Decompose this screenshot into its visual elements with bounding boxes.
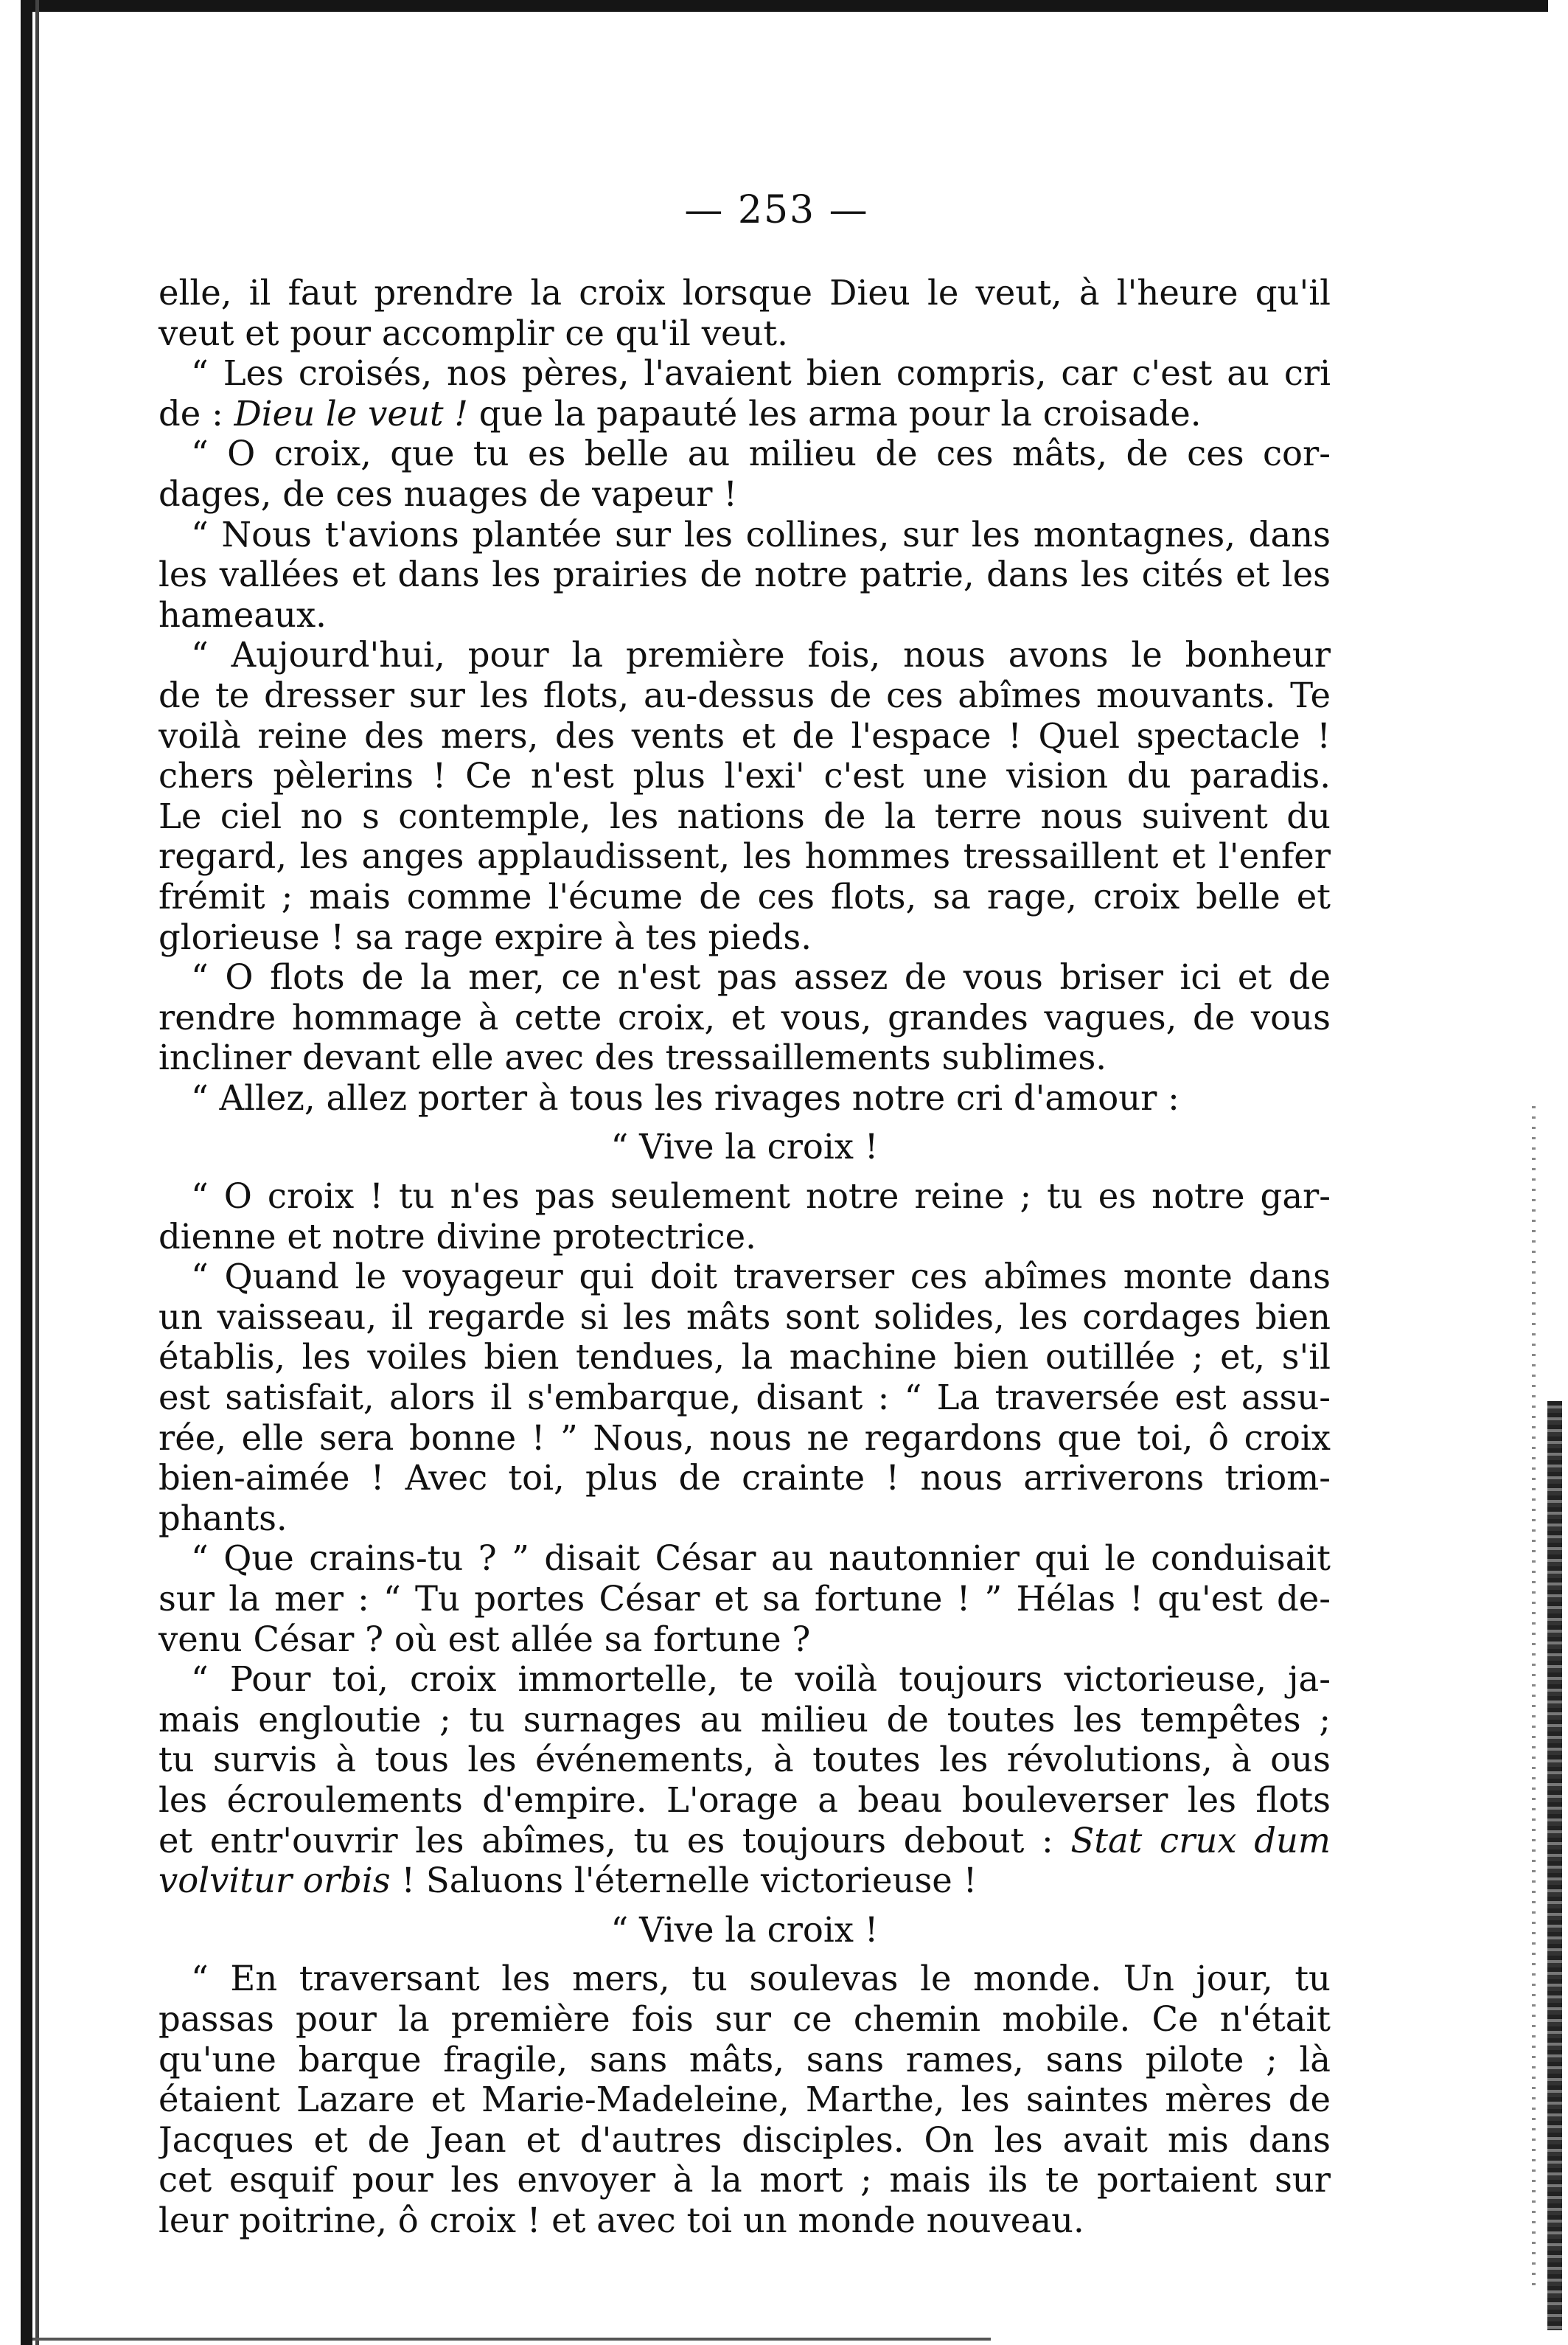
italic-phrase: Stat crux dum (1070, 1820, 1331, 1861)
text-line: qu'une barque fragile, sans mâts, sans rames, sans pilote ; là (158, 2039, 1331, 2080)
body-text (158, 273, 1331, 2241)
text-line: les écroulements d'empire. L'orage a beau bouleverser les flots (158, 1779, 1331, 1820)
text-line: phants. (158, 1498, 288, 1538)
page-number: — 253 — (684, 188, 869, 232)
scan-border-left-inner (35, 0, 39, 2345)
text-line: établis, les voiles bien tendues, la machine bien outillée ; et, s'il (158, 1337, 1331, 1378)
text-line: veut et pour accomplir ce qu'il veut. (158, 313, 788, 353)
text-line: chers pèlerins ! Ce n'est plus l'exi' c'est une vision du paradis. (158, 756, 1331, 796)
italic-phrase: Dieu le veut ! (234, 393, 468, 434)
text-line: dages, de ces nuages de vapeur ! (158, 473, 738, 514)
text-line: voilà reine des mers, des vents et de l'espace ! Quel spectacle ! (158, 715, 1331, 756)
scan-border-right (1547, 1401, 1562, 2330)
text-line: mais engloutie ; tu surnages au milieu de toutes les tempêtes ; (158, 1699, 1331, 1740)
text-line: Jacques et de Jean et d'autres disciples. On les avait mis dans (158, 2119, 1331, 2160)
text-line: regard, les anges applaudissent, les hommes tressaillent et l'enfer (158, 836, 1331, 877)
text-line: “ Nous t'avions plantée sur les collines, sur les montagnes, dans (191, 514, 1331, 555)
text-line: cet esquif pour les envoyer à la mort ; mais ils te portaient sur (158, 2160, 1331, 2200)
text-line: glorieuse ! sa rage expire à tes pieds. (158, 917, 812, 957)
text-line: les vallées et dans les prairies de notre patrie, dans les cités et les (158, 555, 1331, 595)
text-line: de te dresser sur les flots, au-dessus de ces abîmes mouvants. Te (158, 675, 1331, 715)
text-line: dienne et notre divine protectrice. (158, 1216, 756, 1257)
text-line: tu survis à tous les événements, à toutes les révolutions, à ous (158, 1740, 1331, 1780)
text-line: venu César ? où est allée sa fortune ? (158, 1619, 811, 1659)
text-line: est satisfait, alors il s'embarque, disant : “ La traversée est assu- (158, 1378, 1331, 1418)
italic-phrase: volvitur orbis (158, 1861, 391, 1901)
text-line-tail: que la papauté les arma pour la croisade. (467, 393, 1202, 434)
text-line: “ O croix, que tu es belle au milieu de ces mâts, de ces cor- (191, 434, 1331, 474)
text-line: “ Pour toi, croix immortelle, te voilà toujours victorieuse, ja- (191, 1659, 1331, 1700)
text-line (158, 1861, 1331, 1901)
text-line: “ Aujourd'hui, pour la première fois, nous avons le bonheur (191, 635, 1331, 675)
text-line: passas pour la première fois sur ce chemin mobile. Ce n'était (158, 1998, 1331, 2039)
text-line: rée, elle sera bonne ! ” Nous, nous ne regardons que toi, ô croix (158, 1417, 1331, 1458)
text-line: leur poitrine, ô croix ! et avec toi un monde nouveau. (158, 2200, 1084, 2240)
centered-exclamation: “ Vive la croix ! (610, 1909, 879, 1950)
text-line: et entr'ouvrir les abîmes, tu es toujours debout : Stat crux dum (158, 1820, 1331, 1861)
text-line: bien-aimée ! Avec toi, plus de crainte ! nous arriverons triom- (158, 1458, 1331, 1498)
text-line: “ O croix ! tu n'es pas seulement notre reine ; tu es notre gar- (191, 1176, 1331, 1217)
text-line: elle, il faut prendre la croix lorsque Dieu le veut, à l'heure qu'il (158, 273, 1331, 313)
text-line: étaient Lazare et Marie-Madeleine, Marthe, les saintes mères de (158, 2080, 1331, 2120)
scan-border-bottom (32, 2338, 991, 2341)
text-line: sur la mer : “ Tu portes César et sa fortune ! ” Hélas ! qu'est de- (158, 1579, 1331, 1619)
text-line: un vaisseau, il regarde si les mâts sont solides, les cordages bien (158, 1296, 1331, 1337)
text-line: “ Allez, allez porter à tous les rivages notre cri d'amour : (191, 1077, 1180, 1118)
text-line: de : Dieu le veut ! que la papauté les arma pour la croisade. (158, 393, 1202, 434)
text-line: Le ciel no s contemple, les nations de la terre nous suivent du (158, 796, 1331, 836)
text-line: hameaux. (158, 594, 327, 635)
text-line: frémit ; mais comme l'écume de ces flots, sa rage, croix belle et (158, 876, 1331, 917)
text-line: incliner devant elle avec des tressaillements sublimes. (158, 1038, 1107, 1078)
centered-exclamation: “ Vive la croix ! (610, 1127, 879, 1167)
text-line: “ Les croisés, nos pères, l'avaient bien compris, car c'est au cri (191, 353, 1331, 394)
text-line: “ O flots de la mer, ce n'est pas assez de vous briser ici et de (191, 957, 1331, 998)
text-line-tail: ! Saluons l'éternelle victorieuse ! (390, 1861, 978, 1901)
scan-border-left (21, 0, 32, 2345)
text-line: rendre hommage à cette croix, et vous, grandes vagues, de vous (158, 997, 1331, 1038)
text-line: “ En traversant les mers, tu soulevas le monde. Un jour, tu (191, 1959, 1331, 1999)
scan-border-right-dots (1532, 1106, 1536, 2286)
text-line: “ Que crains-tu ? ” disait César au nautonnier qui le conduisait (191, 1538, 1331, 1579)
text-line: “ Quand le voyageur qui doit traverser ces abîmes monte dans (191, 1257, 1331, 1297)
scan-border-top (22, 0, 1548, 12)
